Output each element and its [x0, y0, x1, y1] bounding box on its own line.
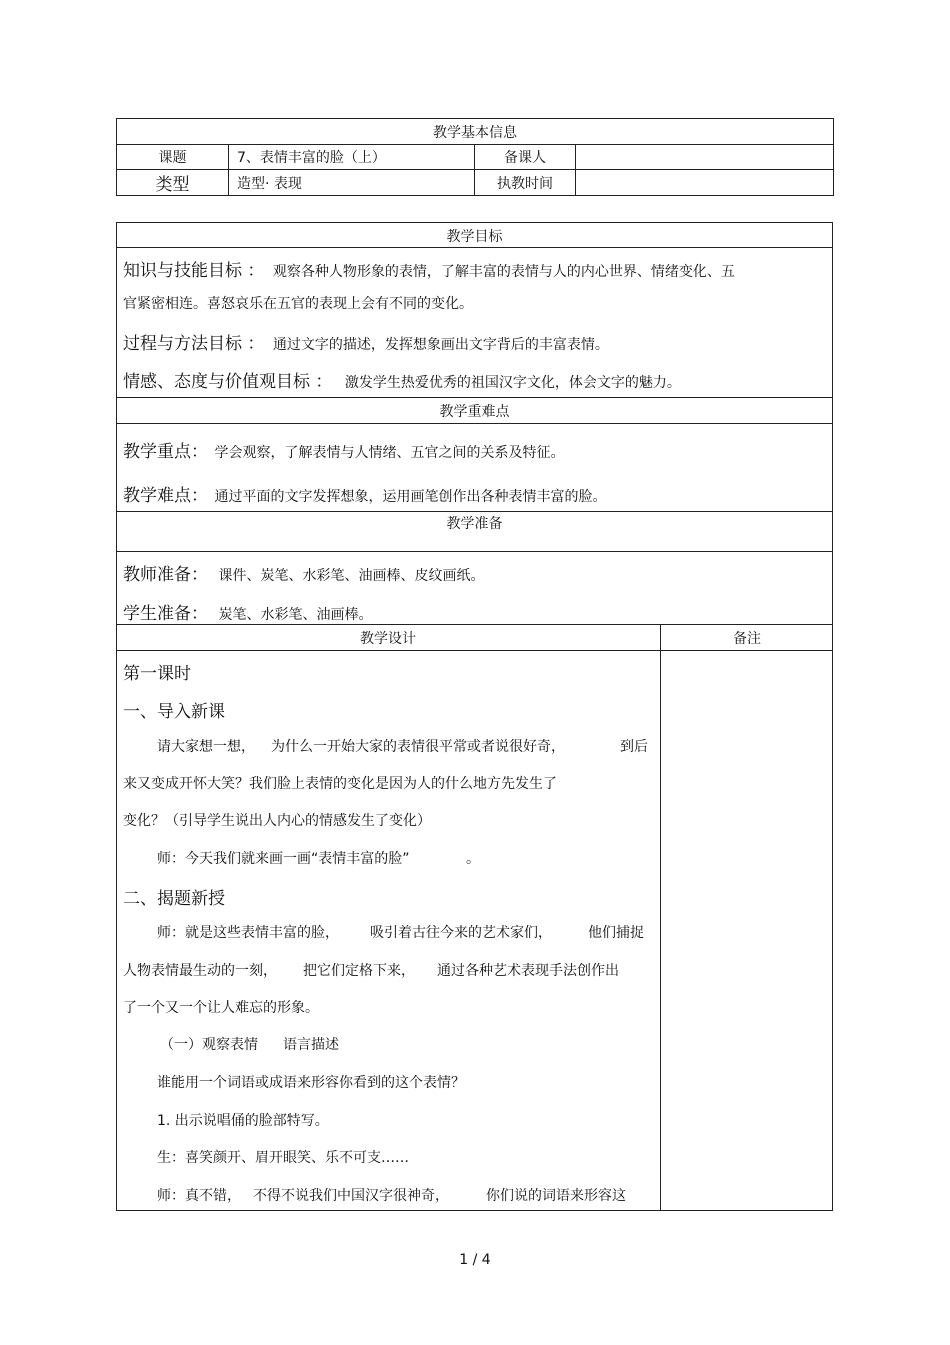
emotion-goal-text: 激发学生热爱优秀的祖国汉字文化，体会文字的魅力。: [344, 375, 681, 391]
divider-design-header: [116, 650, 833, 651]
intro-para-line1a: 请大家想一想，: [157, 739, 255, 755]
student-preparation-label: 学生准备：: [123, 604, 208, 624]
intro-para-line2: 来又变成开怀大笑？我们脸上表情的变化是因为人的什么地方先发生了: [123, 776, 557, 792]
divider-design-top: [116, 624, 833, 625]
emotion-goal: [123, 367, 681, 392]
notes-header: 备注: [733, 631, 761, 647]
goals-header: 教学目标: [446, 229, 503, 245]
teacher-preparation-label: 教师准备：: [123, 565, 208, 585]
type-value: 造型· 表现: [229, 170, 475, 196]
preparation-header: 教学准备: [446, 516, 503, 532]
process-goal: [123, 329, 609, 354]
teaching-focus-label: 教学重点：: [123, 442, 208, 462]
new-para-line2b: 把它们定格下来，: [303, 963, 415, 979]
knowledge-goal-label: 知识与技能目标 ：: [123, 261, 265, 281]
preparer-label: 备课人: [475, 145, 576, 170]
teaching-time-label: 执教时间: [475, 170, 576, 196]
student-preparation: [123, 599, 372, 624]
subsection-observe: （一）观察表情: [160, 1037, 258, 1053]
teacher-preparation-text: 课件、炭笔、水彩笔、油画棒、皮纹画纸。: [218, 568, 485, 584]
basic-info-header: 教学基本信息: [117, 119, 834, 145]
lesson-title: 第一课时: [123, 664, 191, 684]
topic-value: 7、表情丰富的脸（上）: [229, 145, 475, 170]
teacher-comment-c: 你们说的词语来形容这: [486, 1188, 626, 1204]
keypoints-header: 教学重难点: [439, 404, 510, 420]
basic-info-table: [116, 118, 834, 196]
new-para-line2a: 人物表情最生动的一刻，: [123, 963, 277, 979]
teaching-difficulty: [123, 481, 606, 506]
section-new-heading: 二、揭题新授: [123, 889, 225, 909]
intro-para-line1b: 为什么一开始大家的表情很平常或者说很好奇，: [271, 739, 565, 755]
teaching-difficulty-text: 通过平面的文字发挥想象，运用画笔创作出各种表情丰富的脸。: [214, 489, 607, 505]
knowledge-goal-text-cont: 官紧密相连。喜怒哀乐在五官的表现上会有不同的变化。: [123, 296, 473, 312]
section-intro-heading: 一、导入新课: [123, 702, 225, 722]
teacher-comment-a: 师：真不错，: [157, 1188, 241, 1204]
teaching-time-value: [576, 170, 834, 196]
divider-prep-top: [116, 511, 833, 512]
type-label: 类型: [117, 170, 229, 196]
intro-para-line3: 变化？（引导学生说出人内心的情感发生了变化）: [123, 813, 431, 829]
topic-label: 课题: [117, 145, 229, 170]
page-number: 1 / 4: [459, 1252, 491, 1268]
student-answer-line: 生：喜笑颜开、眉开眼笑、乐不可支……: [157, 1150, 409, 1166]
teacher-intro-period: 。: [466, 851, 480, 867]
process-goal-label: 过程与方法目标 ：: [123, 334, 265, 354]
divider-keypoints-header: [116, 423, 833, 424]
intro-para-line1c: 到后: [620, 739, 648, 755]
teacher-intro-line: 师：今天我们就来画一画“表情丰富的脸”: [157, 851, 410, 867]
emotion-goal-label: 情感、态度与价值观目标 ：: [123, 372, 333, 392]
new-para-line1a: 师：就是这些表情丰富的脸，: [157, 925, 339, 941]
knowledge-goal: [123, 256, 735, 281]
divider-goals-header: [116, 247, 833, 248]
new-para-line1c: 他们捕捉: [588, 925, 644, 941]
knowledge-goal-text: 观察各种人物形象的表情，了解丰富的表情与人的内心世界、情绪变化、五: [272, 264, 735, 280]
teacher-preparation: [123, 560, 484, 585]
new-para-line3: 了一个又一个让人难忘的形象。: [123, 1000, 319, 1016]
subsection-describe: 语言描述: [283, 1037, 339, 1053]
teaching-difficulty-label: 教学难点：: [123, 486, 208, 506]
divider-notes-column: [660, 624, 661, 1210]
preparer-value: [576, 145, 834, 170]
teacher-comment-b: 不得不说我们中国汉字很神奇，: [253, 1188, 449, 1204]
new-para-line1b: 吸引着古往今来的艺术家们，: [370, 925, 552, 941]
student-preparation-text: 炭笔、水彩笔、油画棒。: [218, 607, 373, 623]
question-line: 谁能用一个词语或成语来形容你看到的这个表情？: [157, 1075, 465, 1091]
new-para-line2c: 通过各种艺术表现手法创作出: [437, 963, 619, 979]
teaching-focus: [123, 437, 564, 462]
design-header: 教学设计: [360, 631, 416, 647]
teaching-focus-text: 学会观察，了解表情与人情绪、五官之间的关系及特征。: [214, 445, 565, 461]
item-one-line: 1. 出示说唱俑的脸部特写。: [157, 1113, 329, 1129]
divider-prep-header: [116, 551, 833, 552]
divider-keypoints-top: [116, 397, 833, 398]
process-goal-text: 通过文字的描述，发挥想象画出文字背后的丰富表情。: [272, 337, 609, 353]
